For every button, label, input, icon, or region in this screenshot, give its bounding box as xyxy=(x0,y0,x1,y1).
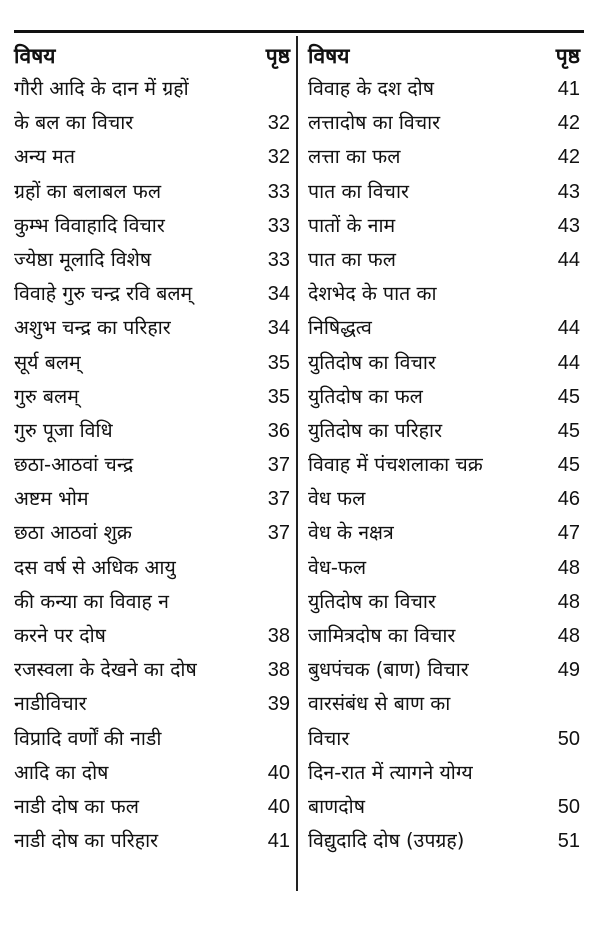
entry-page-number: 42 xyxy=(557,112,580,135)
right-entries xyxy=(308,72,580,858)
entry-page-number: 49 xyxy=(557,659,580,682)
toc-entry xyxy=(14,619,290,653)
entry-page-number: 39 xyxy=(267,693,290,716)
toc-entry xyxy=(14,140,290,174)
toc-entry xyxy=(14,277,290,311)
entry-page-number: 44 xyxy=(557,317,580,340)
toc-entry xyxy=(14,448,290,482)
entry-page-number: 41 xyxy=(267,830,290,853)
entry-title: के बल का विचार xyxy=(14,111,134,135)
entry-page-number: 35 xyxy=(267,351,290,374)
entry-title: सूर्य बलम् xyxy=(14,350,81,374)
entry-page-number: 32 xyxy=(267,146,290,169)
entry-title: विद्युदादि दोष (उपग्रह) xyxy=(308,829,465,853)
entry-page-number: 50 xyxy=(557,795,580,818)
entry-title: युतिदोष का विचार xyxy=(308,350,436,374)
toc-entry xyxy=(308,380,580,414)
top-rule xyxy=(14,30,584,33)
entry-title: पात का विचार xyxy=(308,179,409,203)
entry-title: कुम्भ विवाहादि विचार xyxy=(14,213,165,237)
entry-page-number: 41 xyxy=(557,78,580,100)
left-entries xyxy=(14,72,290,858)
entry-title: विवाह में पंचशलाका चक्र xyxy=(308,453,483,477)
entry-page-number: 45 xyxy=(557,419,580,442)
entry-title: विचार xyxy=(308,726,350,750)
entry-page-number: 36 xyxy=(267,419,290,442)
page-heading: पृष्ठ xyxy=(555,44,580,68)
toc-entry xyxy=(14,346,290,380)
entry-title: दिन-रात में त्यागने योग्य xyxy=(308,760,473,784)
right-column xyxy=(308,40,580,858)
entry-page-number: 32 xyxy=(267,112,290,135)
toc-entry xyxy=(14,482,290,516)
toc-entry xyxy=(308,619,580,653)
entry-page-number: 37 xyxy=(267,522,290,545)
toc-entry xyxy=(14,722,290,756)
toc-entry xyxy=(14,243,290,277)
entry-page-number: 48 xyxy=(557,556,580,579)
entry-title: दस वर्ष से अधिक आयु xyxy=(14,555,176,579)
entry-page-number: 50 xyxy=(557,727,580,750)
toc-entry xyxy=(308,72,580,106)
entry-page-number: 48 xyxy=(557,625,580,647)
left-header xyxy=(14,40,290,72)
entry-title: पातों के नाम xyxy=(308,213,396,237)
entry-page-number: 33 xyxy=(267,180,290,203)
toc-entry xyxy=(14,585,290,619)
entry-title: वारसंबंध से बाण का xyxy=(308,692,451,716)
toc-entry xyxy=(308,790,580,824)
toc-entry xyxy=(308,311,580,345)
toc-entry xyxy=(308,106,580,140)
entry-page-number: 43 xyxy=(557,214,580,237)
toc-entry xyxy=(14,653,290,687)
entry-title: रजस्वला के देखने का दोष xyxy=(14,658,197,682)
toc-entry xyxy=(308,551,580,585)
subject-heading: विषय xyxy=(308,44,350,68)
entry-title: बुधपंचक (बाण) विचार xyxy=(308,658,469,682)
toc-entry xyxy=(14,687,290,721)
entry-title: वेध फल xyxy=(308,487,366,511)
toc-entry xyxy=(14,756,290,790)
entry-title: युतिदोष का विचार xyxy=(308,589,436,613)
entry-page-number: 37 xyxy=(267,454,290,477)
entry-page-number: 40 xyxy=(267,795,290,818)
toc-entry xyxy=(308,482,580,516)
entry-title: लत्ता का फल xyxy=(308,145,401,169)
toc-entry xyxy=(14,175,290,209)
entry-title: गौरी आदि के दान में ग्रहों xyxy=(14,77,189,100)
entry-title: युतिदोष का परिहार xyxy=(308,418,443,442)
toc-entry xyxy=(308,277,580,311)
toc-entry xyxy=(14,790,290,824)
entry-title: निषिद्धत्व xyxy=(308,316,372,340)
entry-title: आदि का दोष xyxy=(14,760,109,784)
entry-page-number: 34 xyxy=(267,283,290,306)
entry-title: छठा आठवां शुक्र xyxy=(14,521,132,545)
entry-title: वेध के नक्षत्र xyxy=(308,521,394,545)
entry-title: नाडी दोष का फल xyxy=(14,794,139,818)
entry-page-number: 45 xyxy=(557,454,580,477)
entry-page-number: 38 xyxy=(267,659,290,682)
entry-page-number: 44 xyxy=(557,248,580,271)
entry-title: जामित्रदोष का विचार xyxy=(308,624,456,647)
left-column xyxy=(14,40,290,858)
toc-entry xyxy=(14,311,290,345)
toc-entry xyxy=(308,448,580,482)
toc-entry xyxy=(308,175,580,209)
entry-page-number: 44 xyxy=(557,351,580,374)
toc-entry xyxy=(14,414,290,448)
toc-entry xyxy=(308,414,580,448)
entry-page-number: 35 xyxy=(267,385,290,408)
page-heading: पृष्ठ xyxy=(265,44,290,68)
toc-entry xyxy=(14,551,290,585)
toc-entry xyxy=(308,653,580,687)
entry-page-number: 42 xyxy=(557,146,580,169)
entry-title: गुरु पूजा विधि xyxy=(14,418,113,442)
toc-entry xyxy=(308,687,580,721)
toc-entry xyxy=(14,209,290,243)
entry-title: वेध-फल xyxy=(308,555,367,579)
entry-title: पात का फल xyxy=(308,247,396,271)
toc-entry xyxy=(308,585,580,619)
entry-title: लत्तादोष का विचार xyxy=(308,111,441,135)
entry-title: देशभेद के पात का xyxy=(308,282,437,306)
entry-page-number: 33 xyxy=(267,248,290,271)
toc-entry xyxy=(308,346,580,380)
entry-title: अन्य मत xyxy=(14,145,75,169)
entry-title: की कन्या का विवाह न xyxy=(14,589,169,613)
toc-entry xyxy=(308,209,580,243)
entry-title: विप्रादि वर्णों की नाडी xyxy=(14,726,162,750)
entry-page-number: 45 xyxy=(557,385,580,408)
toc-entry xyxy=(14,106,290,140)
entry-page-number: 34 xyxy=(267,317,290,340)
toc-entry xyxy=(308,722,580,756)
toc-entry xyxy=(14,824,290,858)
entry-title: नाडी दोष का परिहार xyxy=(14,829,159,853)
entry-page-number: 47 xyxy=(557,522,580,545)
entry-title: विवाह के दश दोष xyxy=(308,77,435,100)
entry-title: अशुभ चन्द्र का परिहार xyxy=(14,316,171,340)
entry-title: विवाहे गुरु चन्द्र रवि बलम् xyxy=(14,282,193,306)
toc-entry xyxy=(14,516,290,550)
column-divider xyxy=(296,36,298,891)
toc-entry xyxy=(14,72,290,106)
entry-page-number: 33 xyxy=(267,214,290,237)
entry-title: अष्टम भोम xyxy=(14,487,89,511)
entry-title: छठा-आठवां चन्द्र xyxy=(14,453,134,477)
toc-entry xyxy=(308,516,580,550)
entry-title: करने पर दोष xyxy=(14,624,106,647)
entry-title: ज्येष्ठा मूलादि विशेष xyxy=(14,247,152,271)
toc-entry xyxy=(14,380,290,414)
right-header xyxy=(308,40,580,72)
entry-page-number: 37 xyxy=(267,488,290,511)
entry-page-number: 43 xyxy=(557,180,580,203)
entry-page-number: 40 xyxy=(267,761,290,784)
entry-page-number: 51 xyxy=(557,830,580,853)
entry-title: युतिदोष का फल xyxy=(308,384,423,408)
toc-entry xyxy=(308,243,580,277)
entry-page-number: 38 xyxy=(267,625,290,647)
entry-title: ग्रहों का बलाबल फल xyxy=(14,179,162,203)
toc-entry xyxy=(308,140,580,174)
entry-page-number: 46 xyxy=(557,488,580,511)
entry-title: बाणदोष xyxy=(308,794,365,818)
entry-title: नाडीविचार xyxy=(14,692,87,716)
toc-entry xyxy=(308,756,580,790)
entry-page-number: 48 xyxy=(557,590,580,613)
entry-title: गुरु बलम् xyxy=(14,384,79,408)
subject-heading: विषय xyxy=(14,44,56,68)
toc-entry xyxy=(308,824,580,858)
